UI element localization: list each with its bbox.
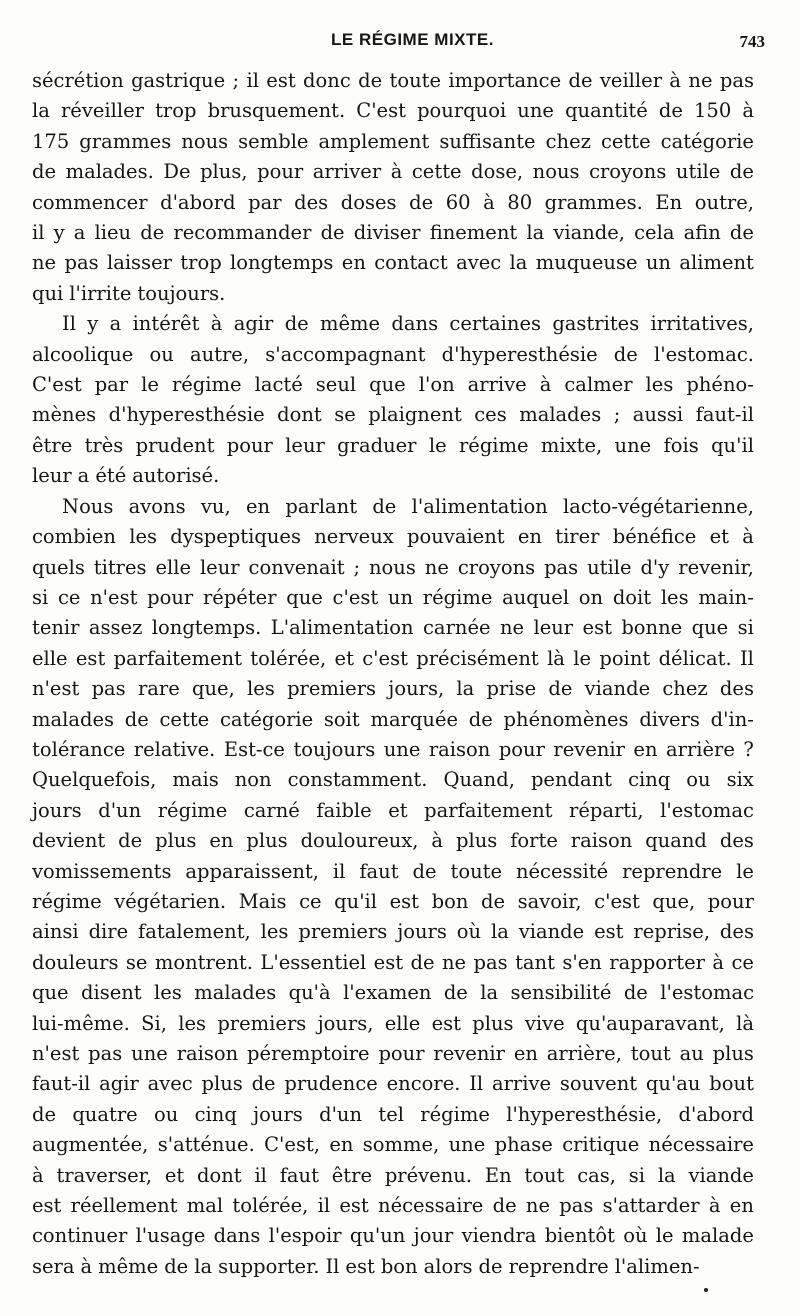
ink-speck	[704, 1288, 708, 1292]
text-line: la réveiller trop brusquement. C'est pourquoi une quantité de 150 à	[32, 99, 754, 123]
text-line: jours d'un régime carné faible et parfaitement réparti, l'estomac	[32, 798, 754, 822]
text-line: malades de cette catégorie soit marquée de phénomènes divers d'in-	[32, 707, 754, 731]
text-line: alcoolique ou autre, s'accompagnant d'hyperesthésie de l'estomac.	[32, 342, 754, 366]
text-line: combien les dyspeptiques nerveux pouvaient en tirer bénéfice et à	[32, 525, 754, 549]
text-line: C'est par le régime lacté seul que l'on arrive à calmer les phéno-	[32, 373, 754, 397]
page-header	[60, 30, 765, 56]
text-line: douleurs se montrent. L'essentiel est de ne pas tant s'en rapporter à ce	[32, 950, 754, 974]
text-line: Quelquefois, mais non constamment. Quand, pendant cinq ou six	[32, 768, 754, 792]
running-head: LE RÉGIME MIXTE.	[331, 30, 494, 49]
text-line: de malades. De plus, pour arriver à cette dose, nous croyons utile de	[32, 160, 754, 184]
paragraph	[32, 309, 754, 491]
text-line: sera à même de la supporter. Il est bon alors de reprendre l'alimen-	[32, 1254, 700, 1278]
text-line: sécrétion gastrique ; il est donc de toute importance de veiller à ne pas	[32, 69, 754, 92]
text-line: devient de plus en plus douloureux, à plus forte raison quand des	[32, 829, 754, 853]
text-line: si ce n'est pour répéter que c'est un régime auquel on doit les main-	[32, 585, 754, 609]
text-line: Il y a intérêt à agir de même dans certaines gastrites irritatives,	[62, 312, 754, 336]
page-number: 743	[739, 32, 765, 51]
text-line: mènes d'hyperesthésie dont se plaignent ces malades ; aussi faut-il	[32, 403, 754, 427]
text-line: commencer d'abord par des doses de 60 à 80 grammes. En outre,	[32, 190, 754, 214]
text-line: ne pas laisser trop longtemps en contact avec la muqueuse un aliment	[32, 251, 754, 275]
text-line: qui l'irrite toujours.	[32, 281, 226, 305]
text-line: tenir assez longtemps. L'alimentation carnée ne leur est bonne que si	[32, 616, 754, 640]
text-line: Nous avons vu, en parlant de l'alimentation lacto-végétarienne,	[62, 494, 754, 518]
text-line: n'est pas une raison péremptoire pour revenir en arrière, tout au plus	[32, 1042, 754, 1065]
text-line: n'est pas rare que, les premiers jours, la prise de viande chez des	[32, 677, 754, 701]
text-line: augmentée, s'atténue. C'est, en somme, une phase critique nécessaire	[32, 1133, 754, 1157]
body-text	[32, 66, 754, 1282]
text-line: il y a lieu de recommander de diviser finement la viande, cela afin de	[32, 221, 754, 245]
text-line: continuer l'usage dans l'espoir qu'un jour viendra bientôt où le malade	[32, 1224, 754, 1248]
text-line: tolérance relative. Est-ce toujours une raison pour revenir en arrière ?	[32, 737, 754, 761]
text-line: régime végétarien. Mais ce qu'il est bon de savoir, c'est que, pour	[32, 889, 754, 913]
text-line: quels titres elle leur convenait ; nous ne croyons pas utile d'y revenir,	[32, 555, 754, 579]
text-line: ainsi dire fatalement, les premiers jours où la viande est reprise, des	[32, 920, 754, 944]
text-line: leur a été autorisé.	[32, 464, 220, 488]
text-line: faut-il agir avec plus de prudence encore. Il arrive souvent qu'au bout	[32, 1072, 754, 1096]
text-line: elle est parfaitement tolérée, et c'est précisément là le point délicat. Il	[32, 646, 754, 670]
text-line: de quatre ou cinq jours d'un tel régime l'hyperesthésie, d'abord	[32, 1102, 754, 1126]
text-line: être très prudent pour leur graduer le régime mixte, une fois qu'il	[32, 433, 754, 457]
text-line: vomissements apparaissent, il faut de toute nécessité reprendre le	[32, 859, 754, 883]
text-line: est réellement mal tolérée, il est nécessaire de ne pas s'attarder à en	[32, 1194, 754, 1218]
text-line: 175 grammes nous semble amplement suffisante chez cette catégorie	[32, 129, 754, 153]
text-line: que disent les malades qu'à l'examen de la sensibilité de l'estomac	[32, 981, 754, 1005]
paragraph	[32, 66, 754, 309]
text-line: à traverser, et dont il faut être prévenu. En tout cas, si la viande	[32, 1163, 754, 1187]
paragraph	[32, 492, 754, 1283]
text-line: lui-même. Si, les premiers jours, elle est plus vive qu'auparavant, là	[32, 1011, 754, 1035]
